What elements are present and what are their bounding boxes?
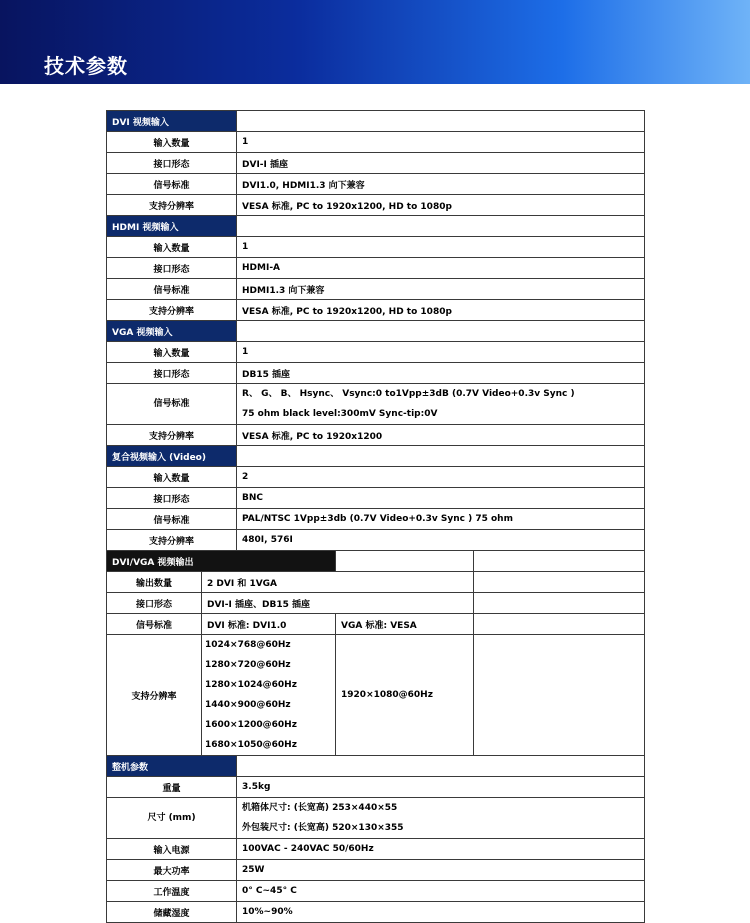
row-label: 尺寸 (mm) (107, 798, 237, 839)
section-header-composite (107, 446, 645, 467)
table-row (107, 572, 645, 593)
value-line: R、 G、 B、 Hsync、 Vsync:0 to1Vpp±3dB (0.7V Video+0.3v Sync ) (242, 389, 575, 399)
row-label: 重量 (107, 777, 237, 798)
resolution-item: 1024×768@60Hz (205, 640, 291, 650)
row-value: PAL/NTSC 1Vpp±3db (0.7V Video+0.3v Sync ) 75 ohm (237, 509, 645, 530)
row-label: 输入数量 (107, 342, 237, 363)
row-value: 100VAC - 240VAC 50/60Hz (237, 839, 645, 860)
table-row (107, 860, 645, 881)
table-row (107, 467, 645, 488)
table-row (107, 425, 645, 446)
row-label: 接口形态 (107, 488, 237, 509)
blank-cell (474, 635, 645, 756)
table-row (107, 132, 645, 153)
section-header-dvi (107, 111, 645, 132)
section-title: 整机参数 (107, 756, 237, 777)
table-row (107, 384, 645, 425)
row-label: 支持分辨率 (107, 300, 237, 321)
resolution-item: 1600×1200@60Hz (205, 720, 297, 730)
row-value: BNC (237, 488, 645, 509)
row-label: 信号标准 (107, 614, 202, 635)
row-value: 3.5kg (237, 777, 645, 798)
table-row (107, 593, 645, 614)
resolution-list (202, 635, 336, 756)
row-label: 输入电源 (107, 839, 237, 860)
row-value: HDMI1.3 向下兼容 (237, 279, 645, 300)
value-line: 外包装尺寸: (长宽高) 520×130×355 (242, 823, 404, 833)
row-value: DVI-I 插座、DB15 插座 (202, 593, 474, 614)
row-value: VESA 标准, PC to 1920x1200 (237, 425, 645, 446)
value-line: 机箱体尺寸: (长宽高) 253×440×55 (242, 803, 398, 813)
row-value: DVI 标准: DVI1.0 (202, 614, 336, 635)
resolution-item: 1280×1024@60Hz (205, 680, 297, 690)
row-value: HDMI-A (237, 258, 645, 279)
section-header-machine (107, 756, 645, 777)
row-label: 工作温度 (107, 881, 237, 902)
row-value (237, 384, 645, 425)
table-row (107, 342, 645, 363)
row-label: 信号标准 (107, 174, 237, 195)
table-row (107, 509, 645, 530)
row-value: 1 (237, 342, 645, 363)
table-row (107, 363, 645, 384)
row-label: 信号标准 (107, 384, 237, 425)
blank-cell (237, 111, 645, 132)
table-row (107, 237, 645, 258)
row-label: 储藏湿度 (107, 902, 237, 923)
blank-cell (474, 614, 645, 635)
row-label: 接口形态 (107, 258, 237, 279)
row-label: 支持分辨率 (107, 195, 237, 216)
resolution-item: 1280×720@60Hz (205, 660, 291, 670)
table-row (107, 300, 645, 321)
header-banner (0, 0, 750, 84)
section-title: VGA 视频输入 (107, 321, 237, 342)
table-row (107, 902, 645, 923)
row-label: 支持分辨率 (107, 425, 237, 446)
row-label: 输出数量 (107, 572, 202, 593)
table-row (107, 258, 645, 279)
row-value (237, 798, 645, 839)
table-row (107, 614, 645, 635)
section-title: 复合视频输入 (Video) (107, 446, 237, 467)
row-label: 支持分辨率 (107, 635, 202, 756)
table-row (107, 153, 645, 174)
blank-cell (474, 593, 645, 614)
section-title: DVI/VGA 视频输出 (107, 551, 336, 572)
row-label: 接口形态 (107, 593, 202, 614)
row-value: 0° C~45° C (237, 881, 645, 902)
table-row (107, 279, 645, 300)
blank-cell (237, 446, 645, 467)
spec-table (106, 110, 645, 923)
row-value: 1 (237, 237, 645, 258)
table-row (107, 174, 645, 195)
table-row (107, 635, 645, 756)
row-label: 信号标准 (107, 509, 237, 530)
section-title: DVI 视频输入 (107, 111, 237, 132)
row-value: 480I, 576I (237, 530, 645, 551)
table-row (107, 530, 645, 551)
page-title: 技术参数 (44, 54, 128, 78)
row-value: 1 (237, 132, 645, 153)
row-value: VGA 标准: VESA (336, 614, 474, 635)
row-label: 信号标准 (107, 279, 237, 300)
blank-cell (237, 321, 645, 342)
row-label: 接口形态 (107, 153, 237, 174)
resolution-extra: 1920×1080@60Hz (336, 635, 474, 756)
row-label: 支持分辨率 (107, 530, 237, 551)
row-value: 10%~90% (237, 902, 645, 923)
blank-cell (237, 216, 645, 237)
row-value: DVI1.0, HDMI1.3 向下兼容 (237, 174, 645, 195)
section-header-vga (107, 321, 645, 342)
value-line: 75 ohm black level:300mV Sync-tip:0V (242, 409, 438, 419)
table-row (107, 881, 645, 902)
row-value: 2 (237, 467, 645, 488)
row-label: 输入数量 (107, 237, 237, 258)
blank-cell (474, 572, 645, 593)
table-row (107, 798, 645, 839)
blank-cell (474, 551, 645, 572)
table-row (107, 839, 645, 860)
row-value: 2 DVI 和 1VGA (202, 572, 474, 593)
blank-cell (237, 756, 645, 777)
row-value: VESA 标准, PC to 1920x1200, HD to 1080p (237, 195, 645, 216)
row-value: VESA 标准, PC to 1920x1200, HD to 1080p (237, 300, 645, 321)
row-value: DB15 插座 (237, 363, 645, 384)
row-value: DVI-I 插座 (237, 153, 645, 174)
row-label: 输入数量 (107, 132, 237, 153)
blank-cell (336, 551, 474, 572)
row-label: 接口形态 (107, 363, 237, 384)
section-title: HDMI 视频输入 (107, 216, 237, 237)
section-header-hdmi (107, 216, 645, 237)
resolution-item: 1440×900@60Hz (205, 700, 291, 710)
table-row (107, 777, 645, 798)
resolution-item: 1680×1050@60Hz (205, 740, 297, 750)
row-value: 25W (237, 860, 645, 881)
row-label: 最大功率 (107, 860, 237, 881)
table-row (107, 195, 645, 216)
row-label: 输入数量 (107, 467, 237, 488)
section-header-output (107, 551, 645, 572)
table-row (107, 488, 645, 509)
